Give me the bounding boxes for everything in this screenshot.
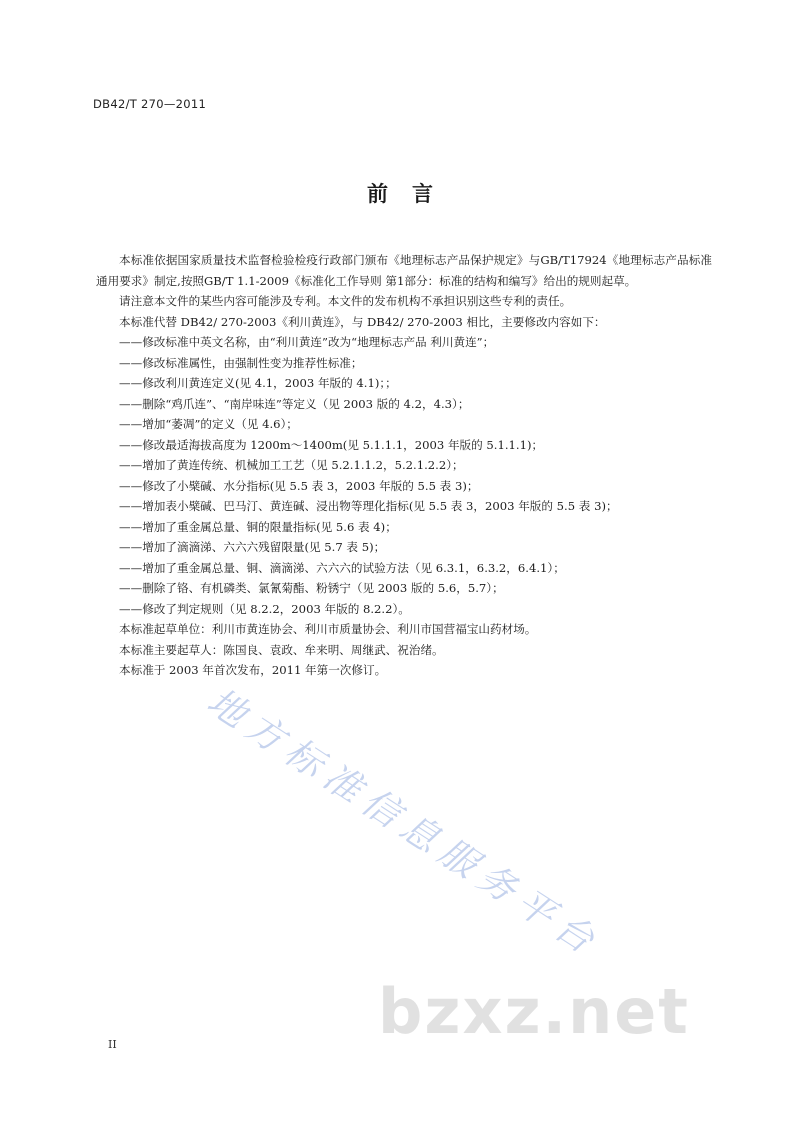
- change-item: ——增加了重金属总量、铜的限量指标(见 5.6 表 4)；: [119, 519, 397, 534]
- change-item: ——删除了铬、有机磷类、氯氰菊酯、粉锈宁（见 2003 版的 5.6，5.7）；: [119, 581, 504, 595]
- drafters: 本标准主要起草人：陈国良、袁政、牟来明、周继武、祝治绪。: [119, 642, 444, 657]
- change-item: ——修改最适海拔高度为 1200m～1400m(见 5.1.1.1，2003 年版的 5.1.1.1)；: [119, 437, 544, 452]
- change-item: ——增加了重金属总量、铜、滴滴涕、六六六的试验方法（见 6.3.1，6.3.2，6.4.1）；: [119, 560, 565, 575]
- replace-note: 本标准代替 DB42/ 270-2003《利川黄连》，与 DB42/ 270-2003 相比，主要修改内容如下：: [119, 314, 606, 329]
- document-code: DB42/T 270—2011: [93, 97, 207, 111]
- change-item: ——修改了判定规则（见 8.2.2，2003 年版的 8.2.2）。: [119, 601, 410, 616]
- change-item: ——增加了滴滴涕、六六六残留限量(见 5.7 表 5)；: [119, 540, 386, 554]
- drafting-units: 本标准起草单位：利川市黄连协会、利川市质量协会、利川市国营福宝山药材场。: [119, 622, 537, 636]
- changes-list: [96, 332, 712, 619]
- watermark-text-en: bzxz.net: [378, 975, 690, 1048]
- page-title: 前言: [367, 182, 457, 206]
- change-item: ——删除“鸡爪连”、“南岸味连”等定义（见 2003 版的 4.2，4.3）；: [119, 396, 470, 411]
- watermark-text-cn: 地方标准信息服务平台: [199, 679, 609, 967]
- change-item: ——修改标准中英文名称，由“利川黄连”改为“地理标志产品 利川黄连”；: [119, 335, 495, 349]
- change-item: ——修改利川黄连定义(见 4.1，2003 年版的 4.1)；；: [119, 376, 397, 390]
- change-item: ——修改标准属性，由强制性变为推荐性标准；: [119, 355, 363, 370]
- history-note: 本标准于 2003 年首次发布，2011 年第一次修订。: [119, 663, 387, 677]
- change-item: ——增加表小檗碱、巴马汀、黄连碱、浸出物等理化指标(见 5.5 表 3，2003 年版的 5.5 表 3)；: [119, 499, 618, 513]
- page-number: II: [108, 1038, 117, 1051]
- change-item: ——增加“萎凋”的定义（见 4.6）；: [119, 417, 298, 431]
- foreword-body: [96, 250, 712, 681]
- change-item: ——增加了黄连传统、机械加工工艺（见 5.2.1.1.2，5.2.1.2.2）；: [119, 458, 464, 472]
- change-item: ——修改了小檗碱、水分指标(见 5.5 表 3，2003 年版的 5.5 表 3)；: [119, 478, 479, 493]
- patent-note: 请注意本文件的某些内容可能涉及专利。本文件的发布机构不承担识别这些专利的责任。: [119, 294, 572, 308]
- intro-paragraph: 本标准依据国家质量技术监督检验检疫行政部门颁布《地理标志产品保护规定》与GB/T17924《地理标志产品标准通用要求》制定,按照GB/T 1.1-2009《标准化工作导则 第1部分：标准的结构和编写》给出的规则起草。: [96, 253, 712, 288]
